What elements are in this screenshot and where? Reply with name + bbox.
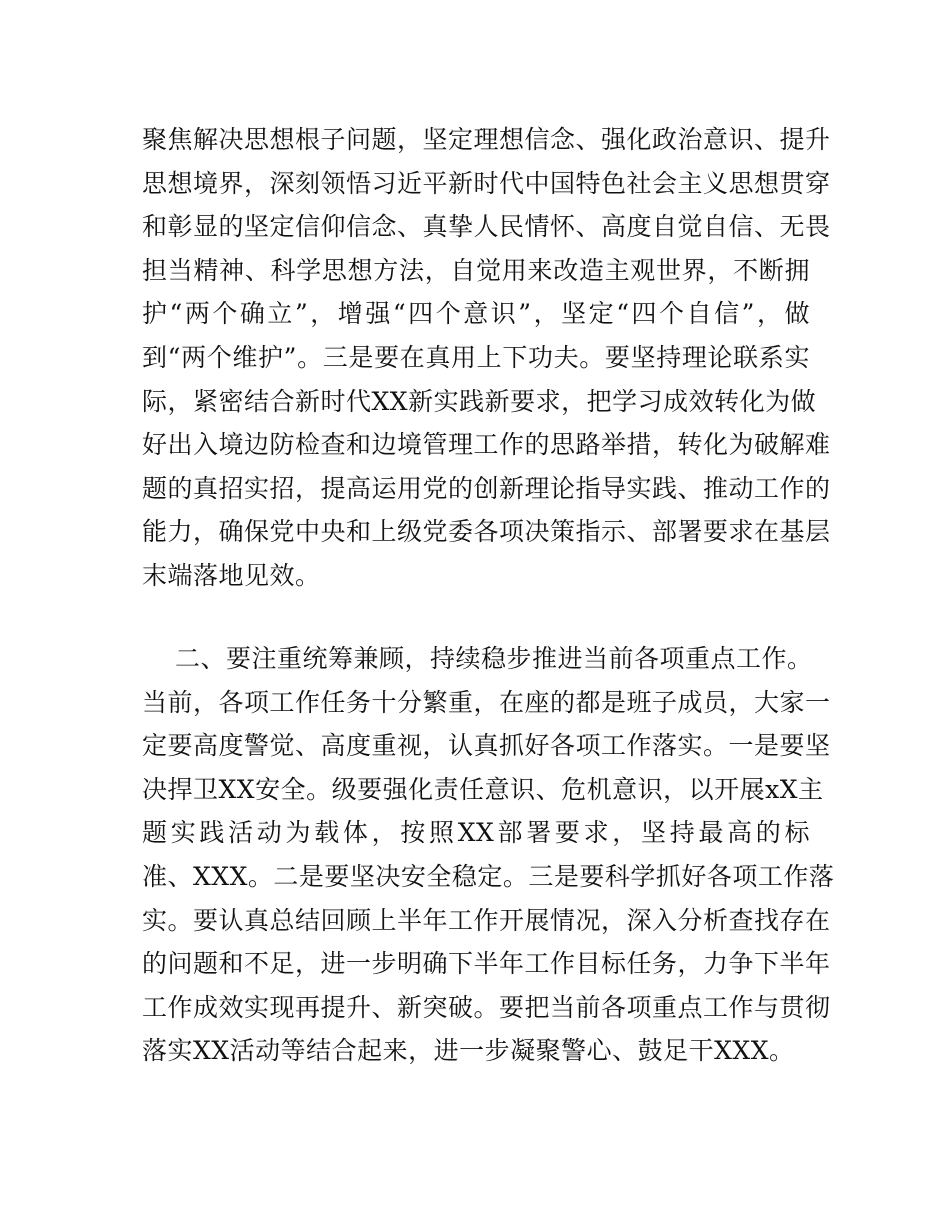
paragraph-1 <box>142 118 831 598</box>
paragraph-line: 到“两个维护”。三是要在真用上下功夫。要坚持理论联系实 <box>142 342 810 372</box>
paragraph-line: 能力，确保党中央和上级党委各项决策指示、部署要求在基层 <box>142 517 831 547</box>
paragraph-line: 决捍卫XX安全。级要强化责任意识、危机意识，以开展xX主 <box>142 774 824 804</box>
paragraph-line: 思想境界，深刻领悟习近平新时代中国特色社会主义思想贯穿 <box>142 168 831 198</box>
paragraph-line: 末端落地见效。 <box>142 560 321 590</box>
section-heading-line: 二、要注重统筹兼顾，持续稳步推进当前各项重点工作。 <box>175 644 813 673</box>
paragraph-line: 担当精神、科学思想方法，自觉用来改造主观世界，不断拥 <box>142 255 810 285</box>
paragraph-line: 实。要认真总结回顾上半年工作开展情况，深入分析查找存在 <box>142 905 831 935</box>
paragraph-line: 题实践活动为载体，按照XX部署要求，坚持最高的标 <box>142 818 810 848</box>
paragraph-line: 当前，各项工作任务十分繁重，在座的都是班子成员，大家一 <box>142 687 831 717</box>
paragraph-line: 题的真招实招，提高运用党的创新理论指导实践、推动工作的 <box>142 473 831 503</box>
paragraph-2 <box>142 637 835 1073</box>
paragraph-line: 工作成效实现再提升、新突破。要把当前各项重点工作与贯彻 <box>142 992 831 1022</box>
paragraph-line: 的问题和不足，进一步明确下半年工作目标任务，力争下半年 <box>142 949 831 979</box>
paragraph-line: 准、XXX。二是要坚决安全稳定。三是要科学抓好各项工作落 <box>142 861 835 891</box>
paragraph-line: 好出入境边防检查和边境管理工作的思路举措，转化为破解难 <box>142 430 831 460</box>
paragraph-line: 和彰显的坚定信仰信念、真挚人民情怀、高度自觉自信、无畏 <box>142 212 831 242</box>
paragraph-line: 际，紧密结合新时代XX新实践新要求，把学习成效转化为做 <box>142 386 817 416</box>
paragraph-line: 护“两个确立”，增强“四个意识”，坚定“四个自信”，做 <box>142 299 810 329</box>
paragraph-line: 定要高度警觉、高度重视，认真抓好各项工作落实。一是要坚 <box>142 731 831 761</box>
paragraph-line: 聚焦解决思想根子问题，坚定理想信念、强化政治意识、提升 <box>142 125 831 154</box>
paragraph-line: 落实XX活动等结合起来，进一步凝聚警心、鼓足干XXX。 <box>142 1036 795 1066</box>
